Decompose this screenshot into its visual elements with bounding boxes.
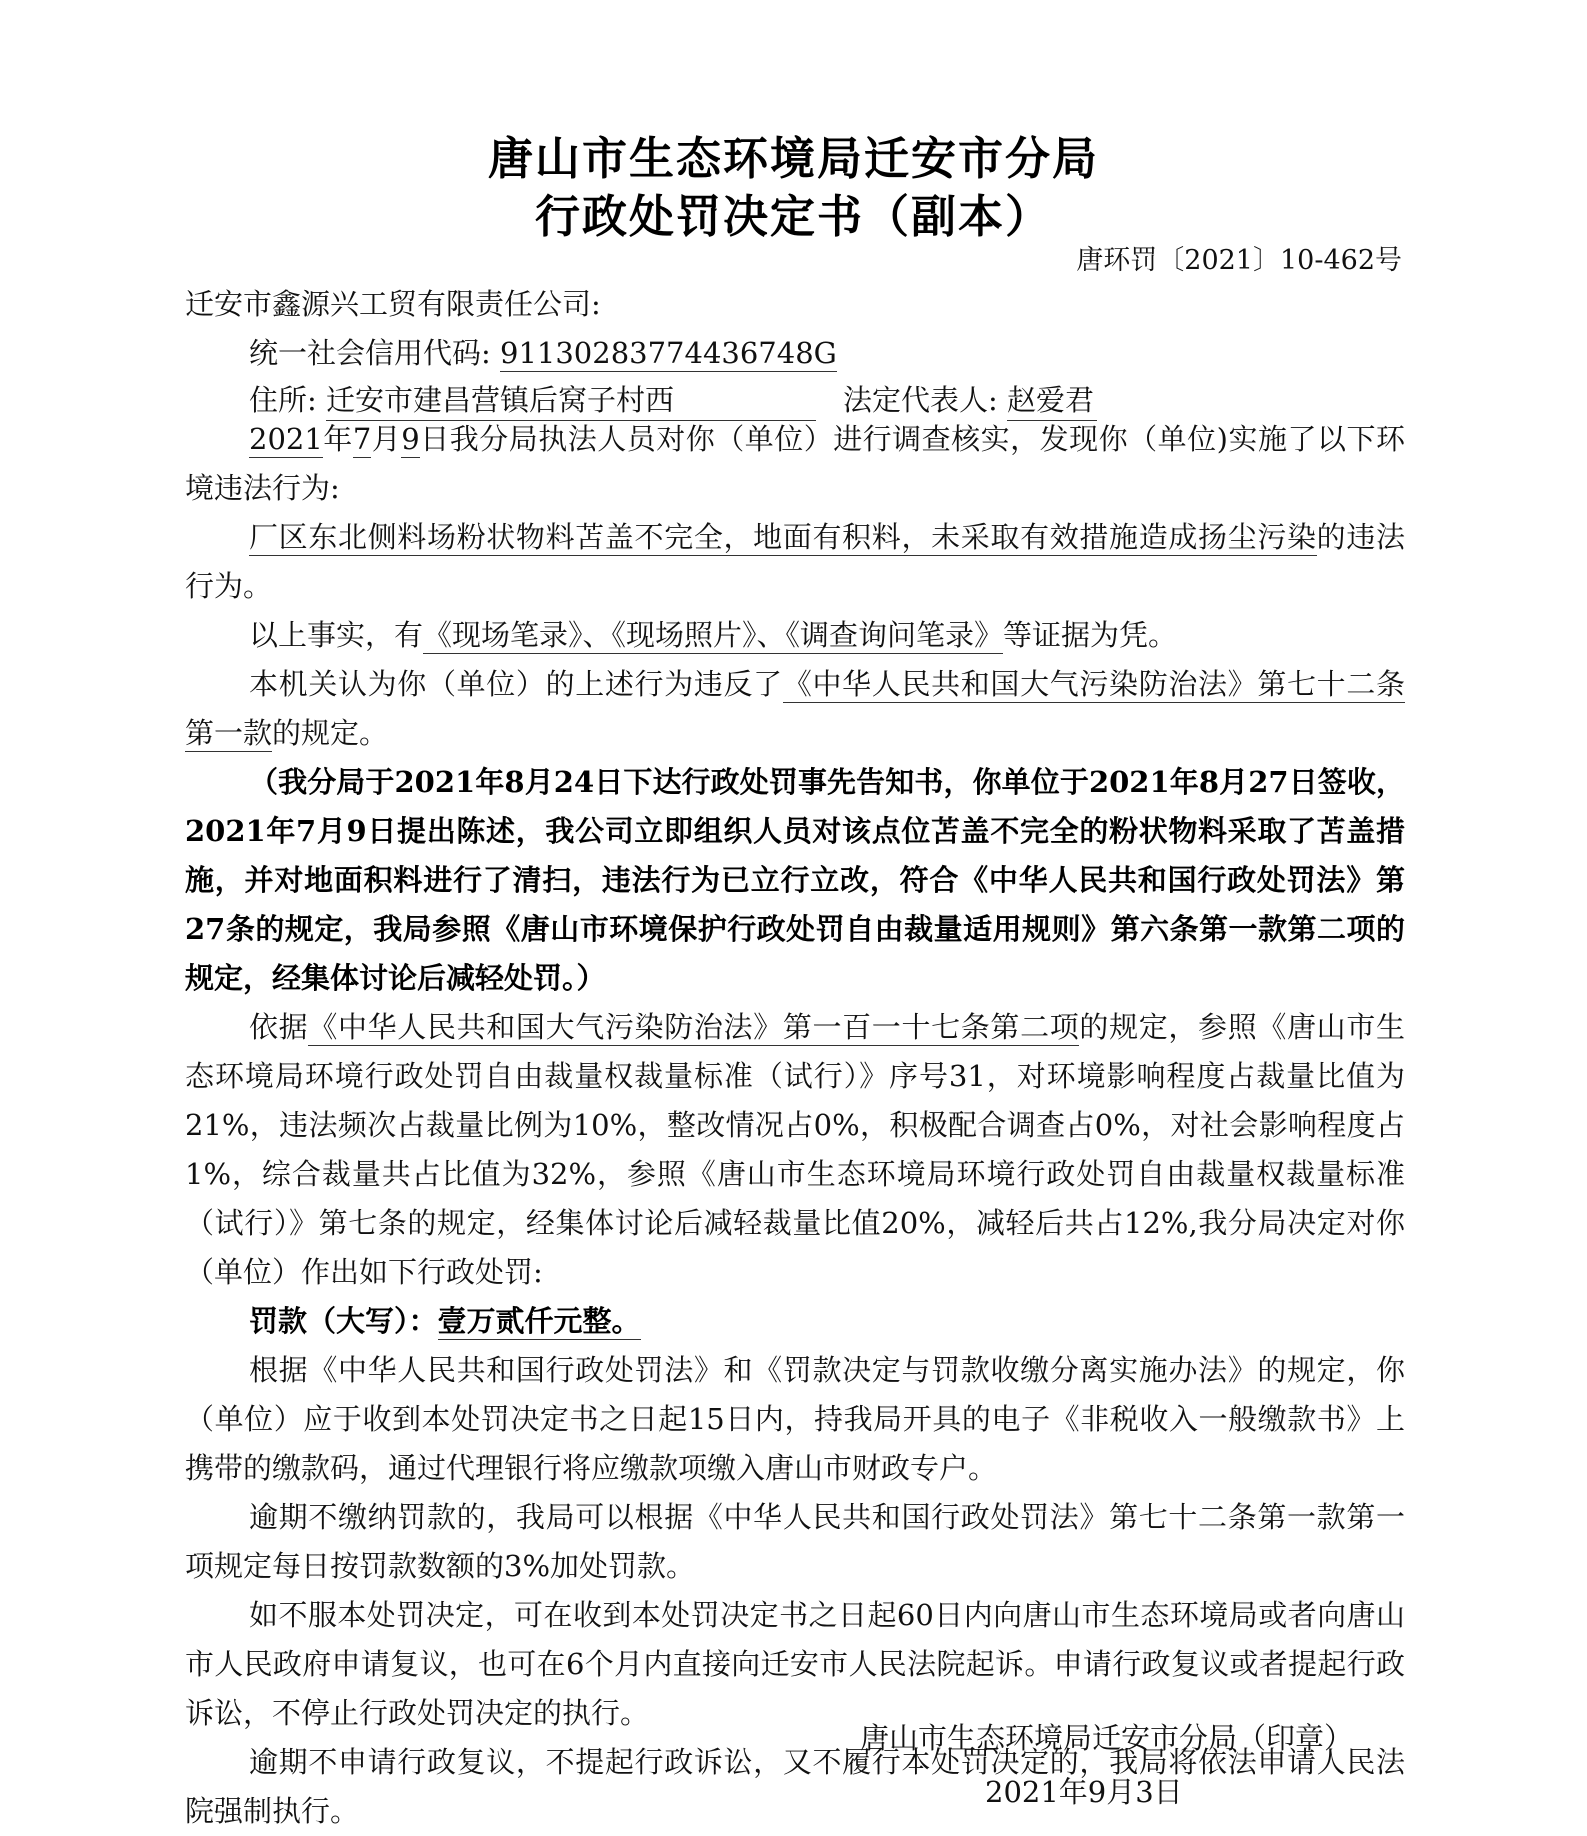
document-title: 唐山市生态环境局迁安市分局 (487, 132, 1099, 185)
basis-text: 的规定，参照《唐山市生态环境局环境行政处罚自由裁量权裁量标准（试行）》序号31，对环境影响程度占裁量比值为21%，违法频次占裁量比例为10%，整改情况占0%，积极配合调查占0%，对社会影响程度占1%，综合裁量共占比值为32%，参照《唐山市生态环境局环境行政处罚自由裁量权裁量标准（试行）》第七条的规定，经集体讨论后减轻裁量比值20%，减轻后共占12%,我分局决定对你（单位）作出如下行政处罚: (185, 1010, 1405, 1289)
address-label: 住所: (249, 383, 317, 417)
address-value: 迁安市建昌营镇后窝子村西 (326, 378, 816, 421)
law-violated: 《中华人民共和国大气污染防治法》第七十二条第一款 (185, 667, 1405, 750)
penalty-label: 罚款（大写）： (249, 1304, 438, 1338)
issue-date: 2021年9月3日 (985, 1775, 1183, 1809)
investigation-text: 日我分局执法人员对你（单位）进行调查核实，发现你（单位)实施了以下环境违法行为: (185, 422, 1405, 505)
investigation-day: 9 (401, 422, 420, 456)
credit-code-row (249, 331, 837, 372)
violation-detail: 厂区东北侧料场粉状物料苫盖不完全，地面有积料，未采取有效措施造成扬尘污染 (249, 520, 1317, 554)
late-payment-paragraph: 逾期不缴纳罚款的，我局可以根据《中华人民共和国行政处罚法》第七十二条第一款第一项规定每日按罚款数额的3%加处罚款。 (185, 1500, 1405, 1583)
violation-paragraph: 厂区东北侧料场粉状物料苫盖不完全，地面有积料，未采取有效措施造成扬尘污染的违法行为。 (185, 520, 1405, 603)
investigation-year: 2021 (249, 422, 323, 456)
evidence-items: 《现场笔录》、《现场照片》、《调查询问笔录》 (423, 618, 1004, 652)
investigation-month: 7 (352, 422, 372, 456)
credit-code-label: 统一社会信用代码: (249, 336, 491, 370)
legal-rep-label: 法定代表人: (843, 383, 998, 417)
penalty-amount: 壹万贰仟元整。 (437, 1304, 641, 1338)
basis-law: 《中华人民共和国大气污染防治法》第一百一十七条第二项 (308, 1010, 1080, 1044)
law-violated-paragraph: 本机关认为你（单位）的上述行为违反了《中华人民共和国大气污染防治法》第七十二条第一款的规定。 (185, 667, 1405, 750)
statement-paragraph: （我分局于2021年8月24日下达行政处罚事先告知书，你单位于2021年8月27日签收，2021年7月9日提出陈述，我公司立即组织人员对该点位苫盖不完全的粉状物料采取了苫盖措施，并对地面积料进行了清扫，违法行为已立行立改，符合《中华人民共和国行政处罚法》第27条的规定，我局参照《唐山市环境保护行政处罚自由裁量适用规则》第六条第一款第二项的规定，经集体讨论后减轻处罚。） (185, 765, 1405, 995)
legal-rep-value: 赵爱君 (1007, 378, 1097, 421)
document-number: 唐环罚〔2021〕10-462号 (1076, 245, 1402, 276)
evidence-paragraph: 以上事实，有《现场笔录》、《现场照片》、《调查询问笔录》等证据为凭。 (249, 618, 1178, 652)
basis-paragraph: 依据《中华人民共和国大气污染防治法》第一百一十七条第二项的规定，参照《唐山市生态环境局环境行政处罚自由裁量权裁量标准（试行）》序号31，对环境影响程度占裁量比值为21%，违法频次占裁量比例为10%，整改情况占0%，积极配合调查占0%，对社会影响程度占1%，综合裁量共占比值为32%，参照《唐山市生态环境局环境行政处罚自由裁量权裁量标准（试行）》第七条的规定，经集体讨论后减轻裁量比值20%，减轻后共占12%,我分局决定对你（单位）作出如下行政处罚: (185, 1010, 1405, 1289)
recipient-company: 迁安市鑫源兴工贸有限责任公司: (185, 287, 601, 321)
appeal-paragraph: 如不服本处罚决定，可在收到本处罚决定书之日起60日内向唐山市生态环境局或者向唐山市人民政府申请复议，也可在6个月内直接向迁安市人民法院起诉。申请行政复议或者提起行政诉讼，不停止行政处罚决定的执行。 (185, 1598, 1405, 1730)
enforcement-paragraph: 逾期不申请行政复议，不提起行政诉讼，又不履行本处罚决定的，我局将依法申请人民法院强制执行。 (185, 1745, 1405, 1828)
credit-code-value: 91130283774436748G (500, 336, 837, 370)
document-body (185, 415, 1405, 1836)
payment-paragraph: 根据《中华人民共和国行政处罚法》和《罚款决定与罚款收缴分离实施办法》的规定，你（单位）应于收到本处罚决定书之日起15日内，持我局开具的电子《非税收入一般缴款书》上携带的缴款码，通过代理银行将应缴款项缴入唐山市财政专户。 (185, 1353, 1405, 1485)
issuer-signature: 唐山市生态环境局迁安市分局（印章） (860, 1721, 1354, 1755)
penalty-paragraph (185, 1297, 1405, 1346)
document-subtitle: 行政处罚决定书（副本） (534, 190, 1052, 243)
investigation-paragraph: 2021年7月9日我分局执法人员对你（单位）进行调查核实，发现你（单位)实施了以下环境违法行为: (185, 422, 1405, 505)
